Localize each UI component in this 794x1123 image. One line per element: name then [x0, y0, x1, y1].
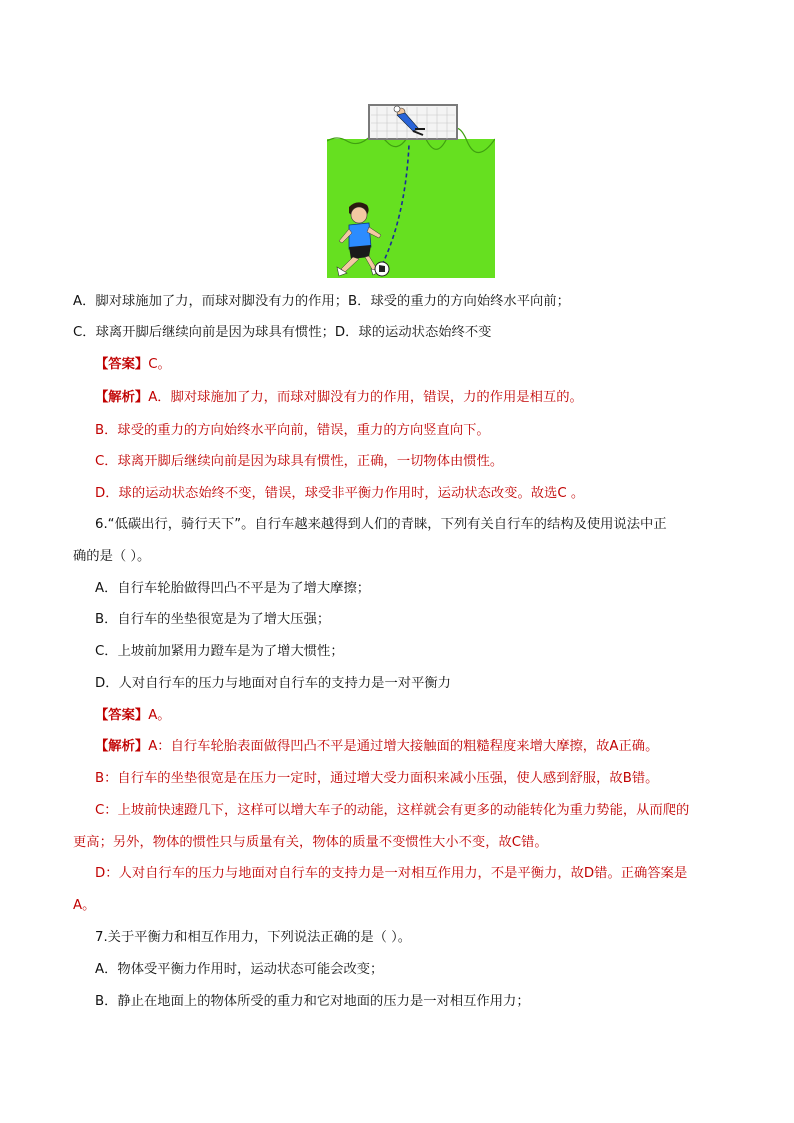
q6-answer — [95, 706, 171, 726]
q6-analysis-c-line2: 更高；另外，物体的惯性只与质量有关，物体的质量不变惯性大小不变，故C错。 — [73, 835, 548, 850]
q6-analysis-d-line2: A。 — [73, 898, 96, 913]
q6-analysis-a — [95, 737, 658, 757]
answer-value: A。 — [148, 708, 171, 723]
q6-analysis-b: B：自行车的坐垫很宽是在压力一定时，通过增大受力面积来减小压强，使人感到舒服，故B错。 — [95, 771, 659, 786]
analysis-tag: 【解析】 — [95, 390, 149, 405]
q6-stem-line2: 确的是（ ）。 — [73, 549, 151, 564]
q5-analysis-b: B．球受的重力的方向始终水平向前，错误，重力的方向竖直向下。 — [95, 423, 490, 438]
q5-analysis-c: C．球离开脚后继续向前是因为球具有惯性，正确，一切物体由惯性。 — [95, 454, 504, 469]
analysis-text: A．脚对球施加了力，而球对脚没有力的作用，错误，力的作用是相互的。 — [148, 390, 583, 405]
q7-option-b: B．静止在地面上的物体所受的重力和它对地面的压力是一对相互作用力； — [95, 994, 530, 1009]
q6-stem-line1: 6.“低碳出行，骑行天下”。自行车越来越得到人们的青睐，下列有关自行车的结构及使用说法中正 — [95, 517, 667, 532]
answer-value: C。 — [148, 357, 171, 372]
q5-analysis-d: D．球的运动状态始终不变，错误，球受非平衡力作用时，运动状态改变。故选C 。 — [95, 486, 585, 501]
q6-option-a: A．自行车轮胎做得凹凸不平是为了增大摩擦； — [95, 581, 371, 596]
q6-option-d: D．人对自行车的压力与地面对自行车的支持力是一对平衡力 — [95, 676, 451, 691]
q6-analysis-c-line1: C：上坡前快速蹬几下，这样可以增大车子的动能，这样就会有更多的动能转化为重力势能，从而爬的 — [95, 803, 690, 818]
soccer-ball-icon — [375, 262, 389, 276]
q6-option-c: C．上坡前加紧用力蹬车是为了增大惯性； — [95, 644, 344, 659]
q5-analysis-a — [95, 388, 583, 408]
answer-tag: 【答案】 — [95, 708, 149, 723]
q6-analysis-d-line1: D：人对自行车的压力与地面对自行车的支持力是一对相互作用力，不是平衡力，故D错。正确答案是 — [95, 866, 688, 881]
q5-answer — [95, 355, 171, 375]
q5-option-ab: A．脚对球施加了力，而球对脚没有力的作用；B．球受的重力的方向始终水平向前； — [73, 294, 570, 309]
q6-option-b: B．自行车的坐垫很宽是为了增大压强； — [95, 612, 331, 627]
q7-option-a: A．物体受平衡力作用时，运动状态可能会改变； — [95, 962, 384, 977]
analysis-text: A：自行车轮胎表面做得凹凸不平是通过增大接触面的粗糙程度来增大摩擦，故A正确。 — [148, 739, 659, 754]
soccer-illustration — [327, 101, 495, 278]
analysis-tag: 【解析】 — [95, 739, 149, 754]
q5-option-cd: C．球离开脚后继续向前是因为球具有惯性；D．球的运动状态始终不变 — [73, 325, 492, 340]
q7-stem: 7.关于平衡力和相互作用力，下列说法正确的是（ ）。 — [95, 930, 412, 945]
answer-tag: 【答案】 — [95, 357, 149, 372]
